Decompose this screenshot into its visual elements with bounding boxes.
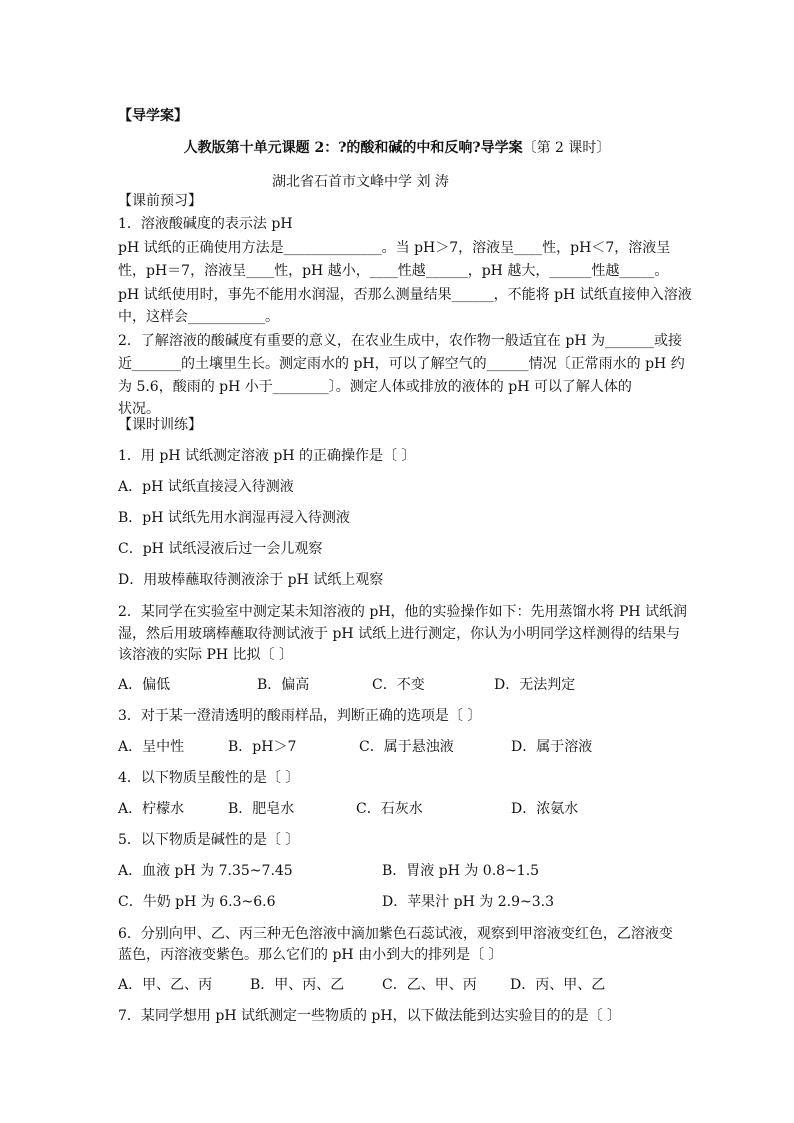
- page-title: [0, 140, 794, 156]
- question-2-line: 该溶液的实际 PH 比拟〔 〕: [118, 647, 293, 663]
- preview-line: 中，这样会___________。: [118, 309, 279, 325]
- question-7: 7．某同学想用 pH 试纸测定一些物质的 pH，以下做法能到达实验目的的是〔 〕: [118, 1008, 622, 1024]
- title-main: 人教版第十单元课题 2：?的酸和碱的中和反响?导学案: [183, 140, 523, 156]
- question-1: 1．用 pH 试纸测定溶液 pH 的正确操作是〔 〕: [118, 448, 416, 464]
- q1-option-a: A．pH 试纸直接浸入待测液: [118, 479, 294, 495]
- author-line: 湖北省石首市文峰中学 刘 涛: [272, 174, 449, 190]
- q1-option-b: B．pH 试纸先用水润湿再浸入待测液: [118, 510, 350, 526]
- preview-line: 2．了解溶液的酸碱度有重要的意义，在农业生成中，农作物一般适宜在 pH 为_______或接: [118, 333, 682, 349]
- q3-option-d: D．属于溶液: [511, 739, 593, 755]
- preview-line: pH 试纸使用时，事先不能用水润湿，否那么测量结果______，不能将 pH 试纸直接伸入溶液: [118, 287, 692, 303]
- preview-line: 1．溶液酸碱度的表示法 pH: [118, 216, 293, 232]
- q4-option-b: B．肥皂水: [228, 801, 295, 817]
- q1-option-d: D．用玻棒蘸取待测液涂于 pH 试纸上观察: [118, 572, 384, 588]
- q2-option-a: A．偏低: [118, 677, 171, 693]
- question-2-line: 湿，然后用玻璃棒蘸取待测试液于 pH 试纸上进行测定，你认为小明同学这样测得的结果与: [118, 626, 681, 642]
- q1-option-c: C．pH 试纸浸液后过一会儿观察: [118, 541, 323, 557]
- q4-option-d: D．浓氨水: [511, 801, 579, 817]
- q5-option-d: D．苹果汁 pH 为 2.9~3.3: [382, 894, 555, 910]
- q2-option-d: D．无法判定: [494, 677, 576, 693]
- q6-option-c: C．乙、甲、丙: [382, 977, 477, 993]
- question-4: 4．以下物质呈酸性的是〔 〕: [118, 770, 300, 786]
- q4-option-a: A．柠檬水: [118, 801, 185, 817]
- question-2-line: 2．某同学在实验室中测定某未知溶液的 pH，他的实验操作如下：先用蒸馏水将 PH 试纸润: [118, 604, 688, 620]
- preview-line: 状况。: [118, 401, 160, 417]
- q6-option-b: B．甲、丙、乙: [250, 977, 345, 993]
- q3-option-a: A．呈中性: [118, 739, 185, 755]
- q6-option-d: D．丙、甲、乙: [510, 977, 606, 993]
- section-preview-heading: 【课前预习】: [118, 193, 202, 209]
- preview-line: pH 试纸的正确使用方法是______________。当 pH＞7，溶液呈____性，pH＜7，溶液呈: [118, 240, 671, 256]
- q2-option-b: B．偏高: [257, 677, 310, 693]
- q2-option-c: C．不变: [372, 677, 425, 693]
- preview-line: 近_______的土壤里生长。测定雨水的 pH，可以了解空气的______情况〔正常雨水的 pH 约: [118, 356, 685, 372]
- question-5: 5．以下物质是碱性的是〔 〕: [118, 832, 300, 848]
- q5-option-c: C．牛奶 pH 为 6.3~6.6: [118, 894, 276, 910]
- title-sub: 〔第 2 课时〕: [522, 140, 611, 156]
- q5-option-a: A．血液 pH 为 7.35~7.45: [118, 863, 293, 879]
- question-6-line: 蓝色，丙溶液变紫色。那么它们的 pH 由小到大的排列是〔 〕: [118, 947, 503, 963]
- question-6-line: 6．分别向甲、乙、丙三种无色溶液中滴加紫色石蕊试液，观察到甲溶液变红色，乙溶液变: [118, 926, 673, 942]
- q6-option-a: A．甲、乙、丙: [118, 977, 213, 993]
- question-3: 3．对于某一澄清透明的酸雨样品，判断正确的选项是〔 〕: [118, 708, 482, 724]
- section-training-heading: 【课时训练】: [118, 417, 202, 433]
- q4-option-c: C．石灰水: [356, 801, 423, 817]
- preview-line: 性，pH＝7，溶液呈____性，pH 越小，____性越______，pH 越大，______性越_____。: [118, 263, 669, 279]
- preview-line: 为 5.6，酸雨的 pH 小于________〕。测定人体或排放的液体的 pH 可以了解人体的: [118, 379, 632, 395]
- q3-option-b: B．pH＞7: [228, 739, 297, 755]
- q3-option-c: C．属于悬浊液: [359, 739, 454, 755]
- q5-option-b: B．胃液 pH 为 0.8~1.5: [382, 863, 540, 879]
- header-tag: 【导学案】: [118, 108, 188, 124]
